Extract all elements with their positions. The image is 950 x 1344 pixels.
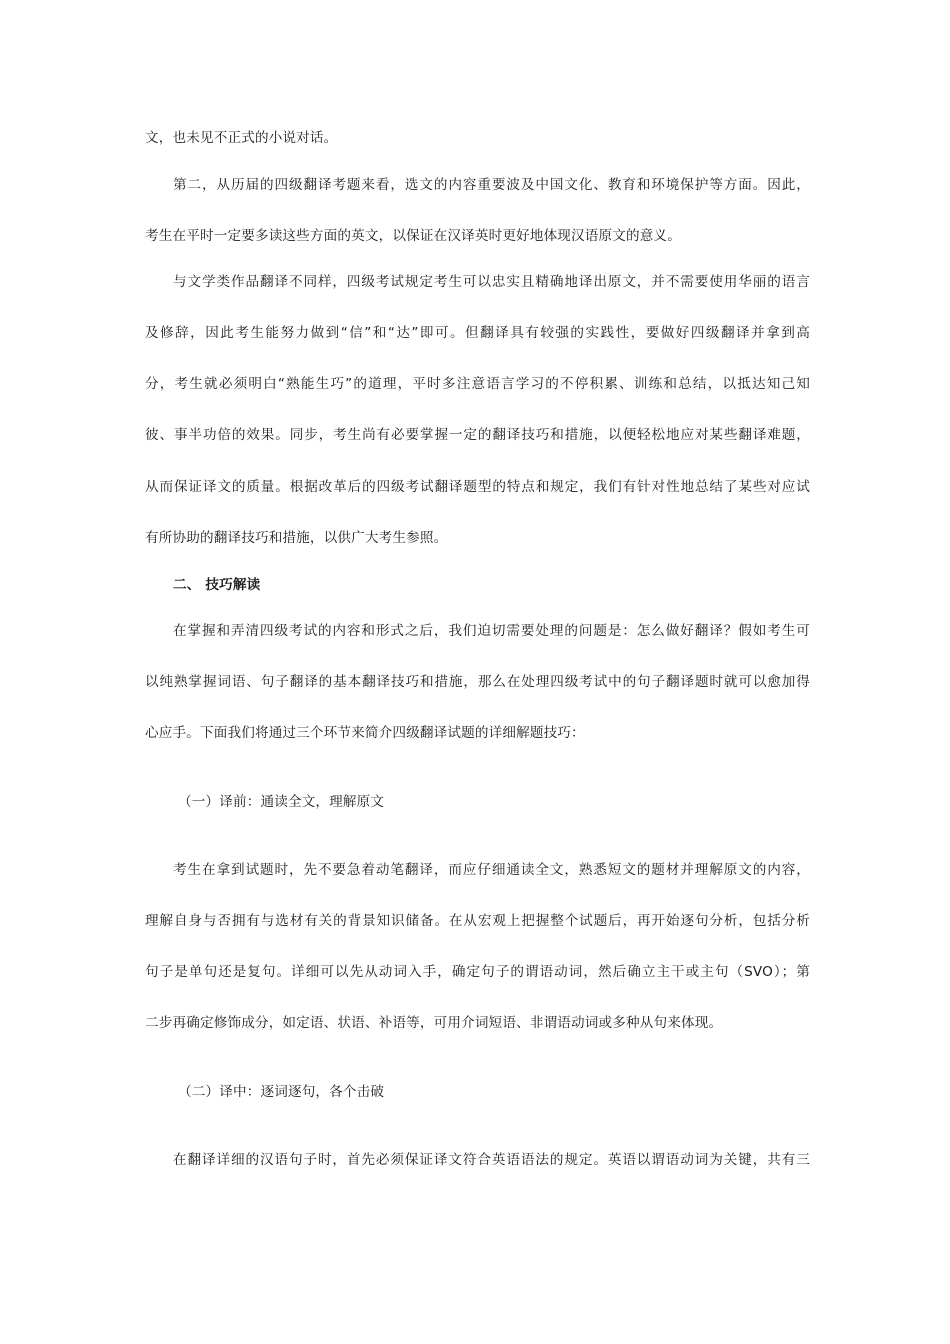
- paragraph-line: 分，考生就必须明白“熟能生巧”的道理，平时多注意语言学习的不停积累、训练和总结，以抵达知己知: [145, 376, 810, 392]
- paragraph-line: 及修辞，因此考生能努力做到“信”和“达”即可。但翻译具有较强的实践性，要做好四级翻译并拿到高: [145, 325, 810, 341]
- paragraph-line: 以纯熟掌握词语、句子翻译的基本翻译技巧和措施，那么在处理四级考试中的句子翻译题时就可以愈加得: [145, 674, 810, 690]
- paragraph-line: 理解自身与否拥有与选材有关的背景知识储备。在从宏观上把握整个试题后，再开始逐句分析，包括分析: [145, 913, 810, 929]
- paragraph-line: 从而保证译文的质量。根据改革后的四级考试翻译题型的特点和规定，我们有针对性地总结了某些对应试: [145, 479, 810, 495]
- paragraph-line: 第二，从历届的四级翻译考题来看，选文的内容重要波及中国文化、教育和环境保护等方面。因此，: [173, 177, 810, 193]
- paragraph-line: 在掌握和弄清四级考试的内容和形式之后，我们迫切需要处理的问题是：怎么做好翻译？假如考生可: [173, 623, 810, 639]
- paragraph-line: 考生在平时一定要多读这些方面的英文，以保证在汉译英时更好地体现汉语原文的意义。: [145, 228, 682, 244]
- paragraph-line: 句子是单句还是复句。详细可以先从动词入手，确定句子的谓语动词，然后确立主干或主句（SVO）；第: [145, 964, 810, 980]
- paragraph-line: 二步再确定修饰成分，如定语、状语、补语等，可用介词短语、非谓语动词或多种从句来体现。: [145, 1015, 723, 1031]
- paragraph-line: 考生在拿到试题时，先不要急着动笔翻译，而应仔细通读全文，熟悉短文的题材并理解原文的内容，: [173, 862, 810, 878]
- paragraph-line: 彼、事半功倍的效果。同步，考生尚有必要掌握一定的翻译技巧和措施，以便轻松地应对某些翻译难题，: [145, 427, 810, 443]
- subsection-heading: （一）译前：通读全文，理解原文: [178, 794, 385, 810]
- paragraph-line: 文，也未见不正式的小说对话。: [145, 130, 338, 146]
- subsection-heading: （二）译中：逐词逐句，各个击破: [178, 1084, 385, 1100]
- paragraph-line: 心应手。下面我们将通过三个环节来简介四级翻译试题的详细解题技巧：: [145, 725, 585, 741]
- section-heading: 二、 技巧解读: [173, 577, 261, 593]
- paragraph-line: 与文学类作品翻译不同样，四级考试规定考生可以忠实且精确地译出原文，并不需要使用华丽的语言: [173, 274, 810, 290]
- paragraph-line: 在翻译详细的汉语句子时，首先必须保证译文符合英语语法的规定。英语以谓语动词为关键，共有三: [173, 1152, 810, 1168]
- paragraph-line: 有所协助的翻译技巧和措施，以供广大考生参照。: [145, 530, 448, 546]
